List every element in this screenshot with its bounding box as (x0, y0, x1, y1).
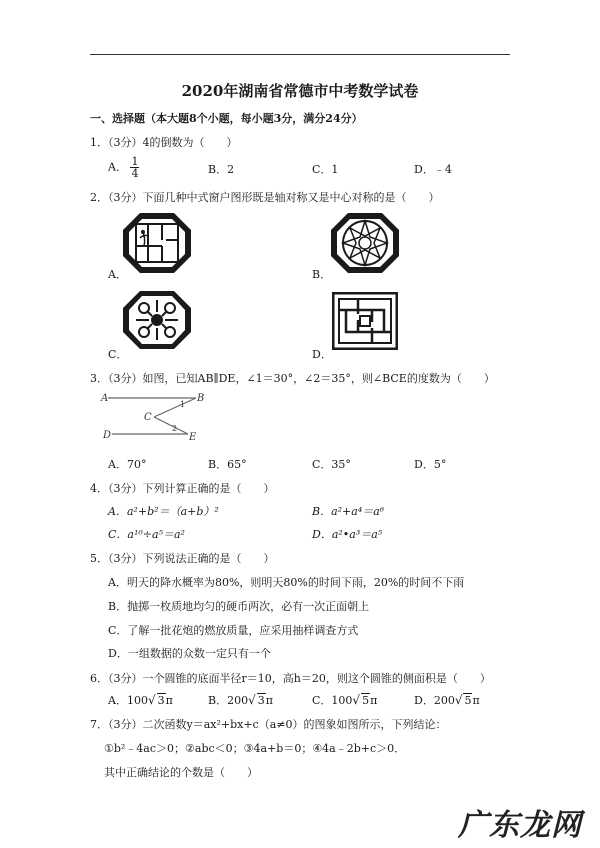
question-7-conclusions: ①b²﹣4ac＞0；②abc＜0；③4a+b＝0；④4a﹣2b+c＞0． (104, 742, 406, 755)
sqrt-symbol-icon: √ (352, 693, 361, 707)
label-angle-2: 2 (172, 424, 178, 433)
option-label: A． (108, 160, 127, 174)
question-7-ask: 其中正确结论的个数是（ ） (104, 766, 258, 779)
question-3-option-d[interactable]: D．5° (414, 458, 447, 471)
option-coef: C．100 (312, 694, 353, 707)
pi-symbol: π (472, 694, 480, 707)
question-5-option-d[interactable]: D．一组数据的众数一定只有一个 (108, 647, 271, 660)
question-6-stem: 6．（3分）一个圆锥的底面半径r＝10，高h＝20，则这个圆锥的侧面积是（ ） (90, 672, 491, 685)
section-heading: 一、选择题（本大题8个小题，每小题3分，满分24分） (90, 112, 363, 125)
question-4-option-d[interactable]: D．a²•a³＝a⁵ (312, 528, 383, 541)
page-title: 2020年湖南省常德市中考数学试卷 (181, 82, 419, 100)
window-lattice-b-icon (330, 212, 400, 274)
question-5-option-a[interactable]: A．明天的降水概率为80%，则明天80%的时间下雨，20%的时间不下雨 (108, 576, 465, 589)
question-3-option-b[interactable]: B．65° (208, 458, 247, 471)
question-5-stem: 5．（3分）下列说法正确的是（ ） (90, 552, 275, 565)
header-rule (90, 54, 510, 55)
denominator: 4 (131, 167, 139, 180)
question-6-option-a[interactable] (108, 692, 173, 708)
option-coef: D．200 (414, 694, 455, 707)
numerator: 1 (131, 155, 139, 168)
radicand: 5 (464, 694, 472, 707)
question-4-option-b[interactable]: B．a²+a⁴＝a⁶ (312, 505, 385, 518)
question-1-option-c[interactable]: C．1 (312, 163, 339, 176)
question-6-option-b[interactable] (208, 692, 273, 708)
sqrt-symbol-icon: √ (147, 693, 156, 707)
question-4-option-c[interactable]: C．a¹⁰÷a⁵＝a² (108, 528, 185, 541)
question-2-option-a[interactable]: A． (108, 268, 127, 281)
sqrt-symbol-icon: √ (454, 693, 463, 707)
label-B: B (197, 393, 205, 404)
question-6-option-c[interactable] (312, 692, 377, 708)
angle-figure (100, 390, 210, 442)
question-4-option-a[interactable]: A．a²+b²＝（a+b）² (108, 505, 219, 518)
question-3-option-a[interactable]: A．70° (108, 458, 147, 471)
radicand: 3 (157, 694, 165, 707)
label-A: A (101, 393, 109, 404)
question-5-option-c[interactable]: C．了解一批花炮的燃放质量，应采用抽样调查方式 (108, 624, 359, 637)
radicand: 5 (362, 694, 370, 707)
window-lattice-c-icon (122, 290, 192, 350)
question-2-option-d[interactable]: D． (312, 348, 332, 361)
radicand: 3 (257, 694, 265, 707)
label-angle-1: 1 (180, 400, 186, 409)
question-2-option-c[interactable]: C． (108, 348, 128, 361)
watermark-logo: 广东龙网 (458, 808, 582, 843)
question-2-option-b[interactable]: B． (312, 268, 332, 281)
fraction (130, 156, 139, 179)
window-lattice-d-icon (332, 292, 398, 350)
pi-symbol: π (265, 694, 273, 707)
question-1-option-b[interactable]: B．2 (208, 163, 235, 176)
question-1-option-d[interactable]: D．﹣4 (414, 163, 452, 176)
option-coef: A．100 (108, 694, 148, 707)
window-lattice-a-icon (122, 212, 192, 274)
question-1-stem: 1．（3分）4的倒数为（ ） (90, 136, 238, 149)
pi-symbol: π (370, 694, 378, 707)
option-coef: B．200 (208, 694, 249, 707)
sqrt-symbol-icon: √ (248, 693, 256, 707)
question-5-option-b[interactable]: B．抛掷一枚质地均匀的硬币两次，必有一次正面朝上 (108, 600, 370, 613)
question-1-option-a[interactable] (108, 156, 139, 179)
question-2-stem: 2．（3分）下面几种中式窗户图形既是轴对称又是中心对称的是（ ） (90, 191, 440, 204)
label-E: E (189, 432, 197, 442)
question-6-option-d[interactable] (414, 692, 480, 708)
question-3-stem: 3．（3分）如图，已知AB∥DE，∠1＝30°，∠2＝35°，则∠BCE的度数为（ ） (90, 372, 495, 385)
pi-symbol: π (165, 694, 173, 707)
question-4-stem: 4．（3分）下列计算正确的是（ ） (90, 482, 275, 495)
question-3-option-c[interactable]: C．35° (312, 458, 351, 471)
label-C: C (144, 412, 152, 423)
label-D: D (103, 430, 112, 441)
question-7-stem: 7．（3分）二次函数y＝ax²+bx+c（a≠0）的图象如图所示，下列结论： (90, 718, 447, 731)
